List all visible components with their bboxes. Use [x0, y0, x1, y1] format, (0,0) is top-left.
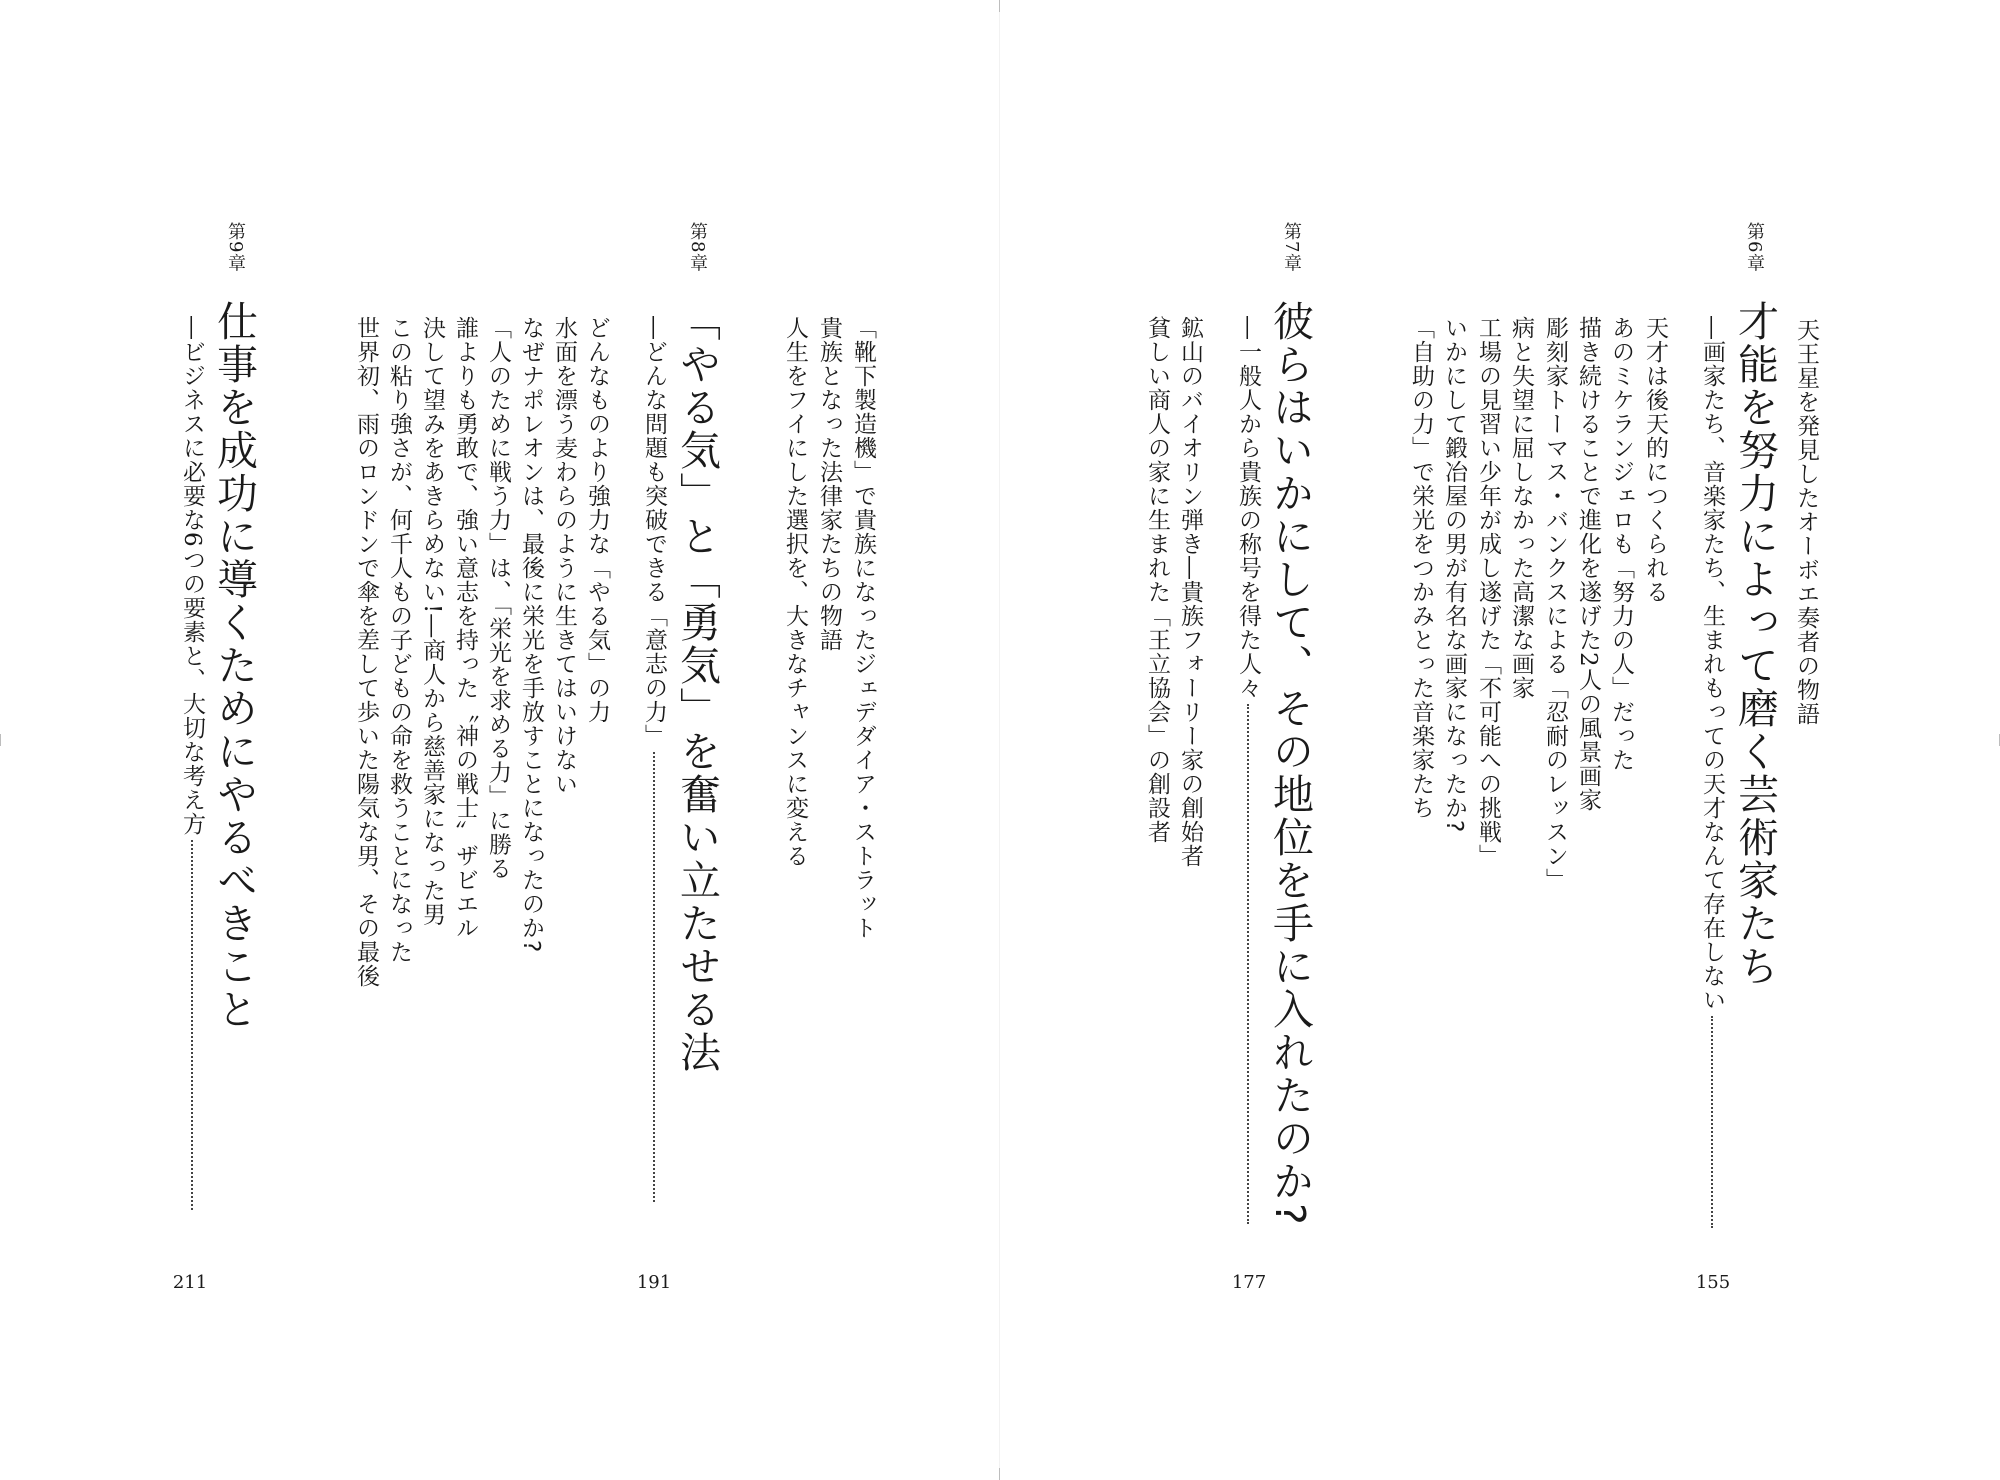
- chapter-label: 第7章: [1281, 222, 1302, 273]
- toc-item[interactable]: 鉱山のバイオリン弾き―貴族フォーリー家の創始者: [1177, 316, 1203, 868]
- page-number: 155: [1695, 1272, 1731, 1293]
- leader-dots: [653, 752, 655, 1202]
- toc-item[interactable]: 人生をフイにした選択を、大きなチャンスに変える: [782, 316, 808, 868]
- toc-item[interactable]: 工場の見習い少年が成し遂げた「不可能への挑戦」: [1475, 316, 1501, 868]
- page-number: 191: [636, 1272, 672, 1293]
- leader-dots: [1711, 1016, 1713, 1228]
- crop-mark: [0, 734, 1, 746]
- subtitle-text: ―どんな問題も突破できる「意志の力」: [641, 316, 667, 748]
- crop-mark: [999, 0, 1000, 12]
- toc-item[interactable]: 貴族となった法律家たちの物語: [816, 316, 842, 652]
- toc-item[interactable]: 天才は後天的につくられる: [1642, 316, 1668, 604]
- toc-item[interactable]: どんなものより強力な「やる気」の力: [584, 316, 610, 724]
- chapter-title[interactable]: 仕事を成功に導くためにやるべきこと: [210, 300, 258, 1031]
- leader-dots: [191, 840, 193, 1210]
- toc-item[interactable]: 天王星を発見したオーボエ奏者の物語: [1793, 318, 1819, 726]
- chapter-subtitle: [642, 316, 665, 1202]
- toc-item[interactable]: 決して望みをあきらめない!―商人から慈善家になった男: [419, 316, 445, 927]
- page-number: 177: [1231, 1272, 1267, 1293]
- toc-item[interactable]: 誰よりも勇敢で、強い意志を持った〝神の戦士〟ザビエル: [452, 316, 478, 940]
- toc-item[interactable]: 彫刻家トーマス・バンクスによる「忍耐のレッスン」: [1542, 316, 1568, 892]
- gutter: [999, 0, 1000, 1480]
- toc-item[interactable]: いかにして鍛冶屋の男が有名な画家になったか?: [1441, 316, 1467, 834]
- toc-item[interactable]: 「靴下製造機」で貴族になったジェデダイア・ストラット: [850, 316, 876, 940]
- leader-dots: [1247, 704, 1249, 1224]
- chapter-subtitle: [1236, 316, 1259, 1224]
- toc-item[interactable]: 世界初、雨のロンドンで傘を差して歩いた陽気な男、その最後: [353, 316, 379, 988]
- toc-item[interactable]: 水面を漂う麦わらのように生きてはいけない: [551, 316, 577, 796]
- chapter-label: 第8章: [687, 222, 708, 273]
- chapter-title[interactable]: 彼らはいかにして、その地位を手に入れたのか?: [1266, 300, 1314, 1227]
- toc-item[interactable]: この粘り強さが、何千人もの子どもの命を救うことになった: [386, 316, 412, 964]
- subtitle-text: ―一般人から貴族の称号を得た人々: [1235, 316, 1261, 700]
- chapter-subtitle: [1700, 316, 1723, 1228]
- subtitle-text: ―画家たち、音楽家たち、生まれもっての天才なんて存在しない: [1699, 316, 1725, 1012]
- toc-item[interactable]: 病と失望に屈しなかった高潔な画家: [1508, 316, 1534, 700]
- chapter-title[interactable]: 才能を努力によって磨く芸術家たち: [1731, 300, 1779, 988]
- toc-item[interactable]: 貧しい商人の家に生まれた「王立協会」の創設者: [1144, 316, 1170, 844]
- crop-mark: [999, 1468, 1000, 1480]
- chapter-title[interactable]: 「やる気」と「勇気」を奮い立たせる法: [673, 300, 721, 1074]
- chapter-label: 第6章: [1744, 222, 1765, 273]
- toc-item[interactable]: 「自助の力」で栄光をつかみとった音楽家たち: [1408, 316, 1434, 820]
- chapter-subtitle: [180, 316, 203, 1210]
- subtitle-text: ―ビジネスに必要な6つの要素と、大切な考え方: [179, 316, 205, 836]
- toc-item[interactable]: 「人のために戦う力」は、「栄光を求める力」に勝る: [485, 316, 511, 881]
- toc-item[interactable]: 描き続けることで進化を遂げた2人の風景画家: [1575, 316, 1601, 812]
- toc-item[interactable]: なぜナポレオンは、最後に栄光を手放すことになったのか?: [518, 316, 544, 954]
- toc-item[interactable]: あのミケランジェロも「努力の人」だった: [1608, 316, 1634, 772]
- page-number: 211: [172, 1272, 208, 1293]
- chapter-label: 第9章: [225, 222, 246, 273]
